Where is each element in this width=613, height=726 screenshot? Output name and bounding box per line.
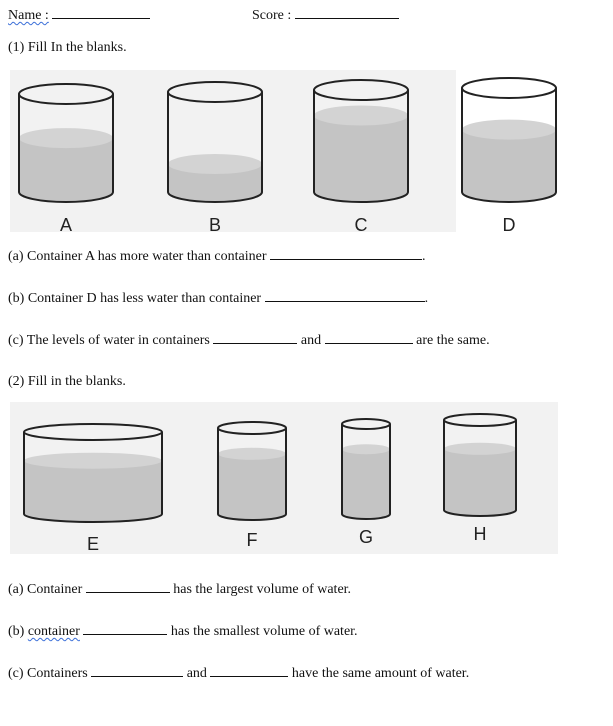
- name-label: Name :: [8, 8, 49, 23]
- answer-blank-2c-second[interactable]: [210, 664, 288, 677]
- glass-rim: [24, 424, 162, 440]
- answer-blank-1a[interactable]: [270, 247, 422, 260]
- score-blank[interactable]: [295, 6, 399, 19]
- container-label-f: F: [246, 530, 258, 550]
- water-surface-f: [218, 448, 286, 460]
- container-label-h: H: [473, 524, 487, 544]
- water-g: [342, 449, 390, 519]
- container-label-e: E: [86, 534, 100, 554]
- question-1b-period: .: [424, 291, 429, 306]
- container-h: [444, 414, 516, 544]
- glass-rim: [462, 78, 556, 98]
- container-e: [24, 424, 162, 554]
- question-2b-post: has the smallest volume of water.: [170, 624, 358, 639]
- section2-figure: [0, 398, 613, 558]
- container-label-c: C: [354, 215, 368, 235]
- water-surface-e: [24, 453, 162, 469]
- name-blank[interactable]: [52, 6, 150, 19]
- question-1b: [8, 289, 428, 307]
- container-f: [218, 422, 286, 550]
- question-1c-pre: (c) The levels of water in containers: [8, 333, 210, 348]
- section1-figure: [0, 62, 613, 240]
- question-1a-text: (a) Container A has more water than container: [8, 249, 267, 264]
- question-1c-post: are the same.: [416, 333, 490, 348]
- question-2c-mid: and: [186, 666, 207, 681]
- question-1c: [8, 331, 490, 349]
- container-b: [168, 82, 262, 235]
- container-label-d: D: [502, 215, 516, 235]
- container-label-a: A: [59, 215, 73, 235]
- score-label: Score :: [252, 8, 292, 23]
- water-h: [444, 449, 516, 516]
- water-surface-a: [19, 128, 113, 148]
- container-c: [314, 80, 408, 235]
- question-2c-pre: (c) Containers: [8, 666, 88, 681]
- container-label-g: G: [358, 527, 374, 547]
- container-g: [342, 419, 390, 547]
- glass-rim: [218, 422, 286, 434]
- question-2b: [8, 622, 358, 640]
- water-d: [462, 130, 556, 202]
- question-2c-post: have the same amount of water.: [291, 666, 470, 681]
- answer-blank-1b[interactable]: [265, 289, 425, 302]
- answer-blank-1c-first[interactable]: [213, 331, 297, 344]
- container-label-b: B: [208, 215, 222, 235]
- container-a: [19, 84, 113, 235]
- glass-rim: [444, 414, 516, 426]
- question-1a: [8, 247, 426, 265]
- water-surface-h: [444, 443, 516, 455]
- glass-rim: [314, 80, 408, 100]
- water-e: [24, 461, 162, 522]
- question-1a-period: .: [422, 249, 426, 264]
- glass-rim: [168, 82, 262, 102]
- answer-blank-2a[interactable]: [86, 580, 170, 593]
- score-row: [252, 6, 399, 24]
- water-c: [314, 116, 408, 203]
- question-2a: [8, 580, 351, 598]
- water-surface-g: [342, 444, 390, 454]
- name-row: [8, 6, 150, 24]
- question-2b-prefix: (b): [8, 624, 25, 639]
- answer-blank-2b[interactable]: [83, 622, 167, 635]
- answer-blank-1c-second[interactable]: [325, 331, 413, 344]
- glass-rim: [342, 419, 390, 429]
- water-surface-c: [314, 106, 408, 126]
- question-1c-mid: and: [300, 333, 322, 348]
- water-surface-b: [168, 154, 262, 174]
- section1-title: (1) Fill In the blanks.: [8, 40, 127, 55]
- section2-title: (2) Fill in the blanks.: [8, 374, 126, 389]
- question-2c: [8, 664, 469, 682]
- container-d: [462, 78, 556, 235]
- question-2b-word: container: [27, 624, 80, 639]
- water-surface-d: [462, 120, 556, 140]
- question-2a-pre: (a) Container: [8, 582, 83, 597]
- water-f: [218, 454, 286, 520]
- answer-blank-2c-first[interactable]: [91, 664, 183, 677]
- glass-rim: [19, 84, 113, 104]
- question-1b-text: (b) Container D has less water than container: [8, 291, 262, 306]
- question-2a-post: has the largest volume of water.: [173, 582, 352, 597]
